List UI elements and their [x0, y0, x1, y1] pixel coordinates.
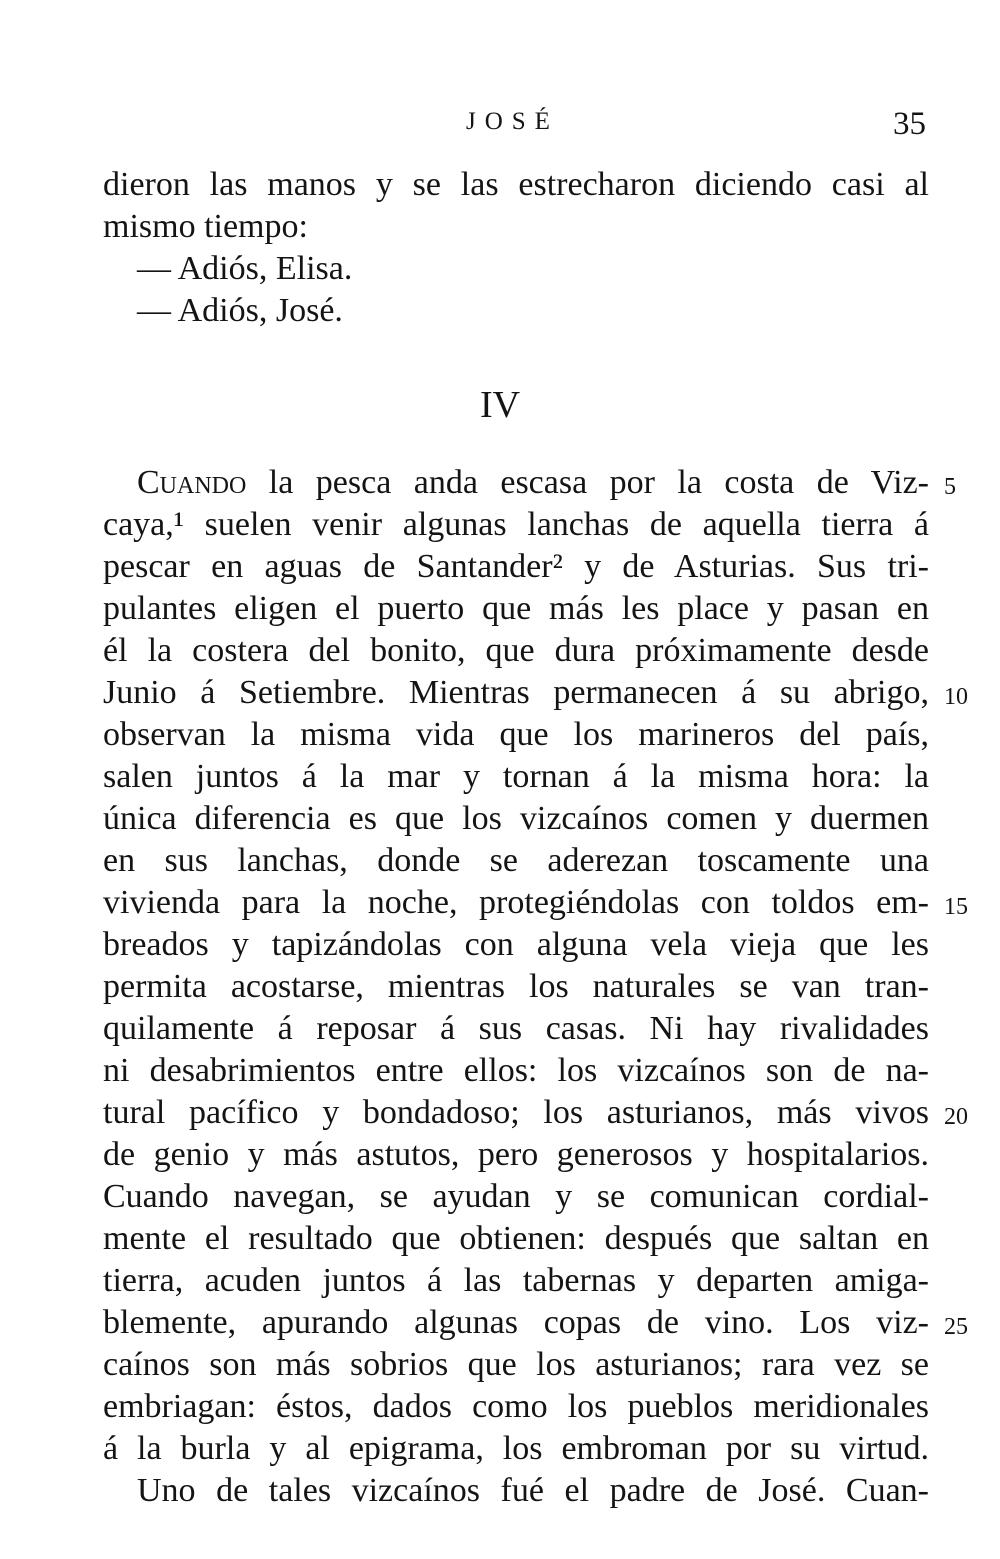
text-line: permita acostarse, mientras los naturales se van tran- — [103, 968, 929, 1005]
margin-line-number: 25 — [944, 1314, 968, 1340]
text-line: pulantes eligen el puerto que más les place y pasan en — [103, 590, 929, 627]
text-line: embriagan: éstos, dados como los pueblos meridionales — [103, 1388, 929, 1425]
text-line: tierra, acuden juntos á las tabernas y departen amiga- — [103, 1262, 929, 1299]
chapter-heading: IV — [479, 384, 521, 426]
text-line: dieron las manos y se las estrecharon diciendo casi al — [103, 166, 929, 203]
text-line: observan la misma vida que los marineros del país, — [103, 716, 929, 753]
text-line: pescar en aguas de Santander² y de Asturias. Sus tri- — [103, 548, 929, 585]
text-line: mismo tiempo: — [103, 208, 308, 245]
margin-line-number: 20 — [944, 1104, 968, 1130]
dialogue-line: — Adiós, José. — [137, 292, 343, 329]
text-line: Cuando navegan, se ayudan y se comunican cordial- — [103, 1178, 929, 1215]
text-line: él la costera del bonito, que dura próximamente desde — [103, 632, 929, 669]
text-line: caya,¹ suelen venir algunas lanchas de aquella tierra á — [103, 506, 929, 543]
text-line: salen juntos á la mar y tornan á la misma hora: la — [103, 758, 929, 795]
margin-line-number: 5 — [944, 474, 956, 500]
text-line: única diferencia es que los vizcaínos comen y duermen — [103, 800, 929, 837]
text-line: caínos son más sobrios que los asturianos; rara vez se — [103, 1346, 929, 1383]
text-line: tural pacífico y bondadoso; los asturianos, más vivos — [103, 1094, 929, 1131]
text-line: breados y tapizándolas con alguna vela vieja que les — [103, 926, 929, 963]
dialogue-line: — Adiós, Elisa. — [137, 250, 353, 287]
opening-word: Cuando — [137, 464, 247, 501]
text-line: de genio y más astutos, pero generosos y hospitalarios. — [103, 1136, 929, 1173]
text-line: blemente, apurando algunas copas de vino. Los viz- — [103, 1304, 929, 1341]
text-fragment: la pesca anda escasa por la costa de Viz- — [246, 464, 929, 501]
text-line: quilamente á reposar á sus casas. Ni hay rivalidades — [103, 1010, 929, 1047]
paragraph-first-line: Uno de tales vizcaínos fué el padre de José. Cuan- — [137, 1472, 929, 1509]
text-line: vivienda para la noche, protegiéndolas con toldos em- — [103, 884, 929, 921]
margin-line-number: 15 — [944, 894, 968, 920]
text-line: Junio á Setiembre. Mientras permanecen á su abrigo, — [103, 674, 929, 711]
text-line: en sus lanchas, donde se aderezan toscamente una — [103, 842, 929, 879]
text-line: á la burla y al epigrama, los embroman por su virtud. — [103, 1430, 929, 1467]
margin-line-number: 10 — [944, 684, 968, 710]
page-number: 35 — [893, 106, 926, 142]
text-line: ni desabrimientos entre ellos: los vizcaínos son de na- — [103, 1052, 929, 1089]
running-title: JOSÉ — [466, 108, 559, 135]
text-line: mente el resultado que obtienen: después que saltan en — [103, 1220, 929, 1257]
paragraph-first-line — [137, 462, 929, 504]
